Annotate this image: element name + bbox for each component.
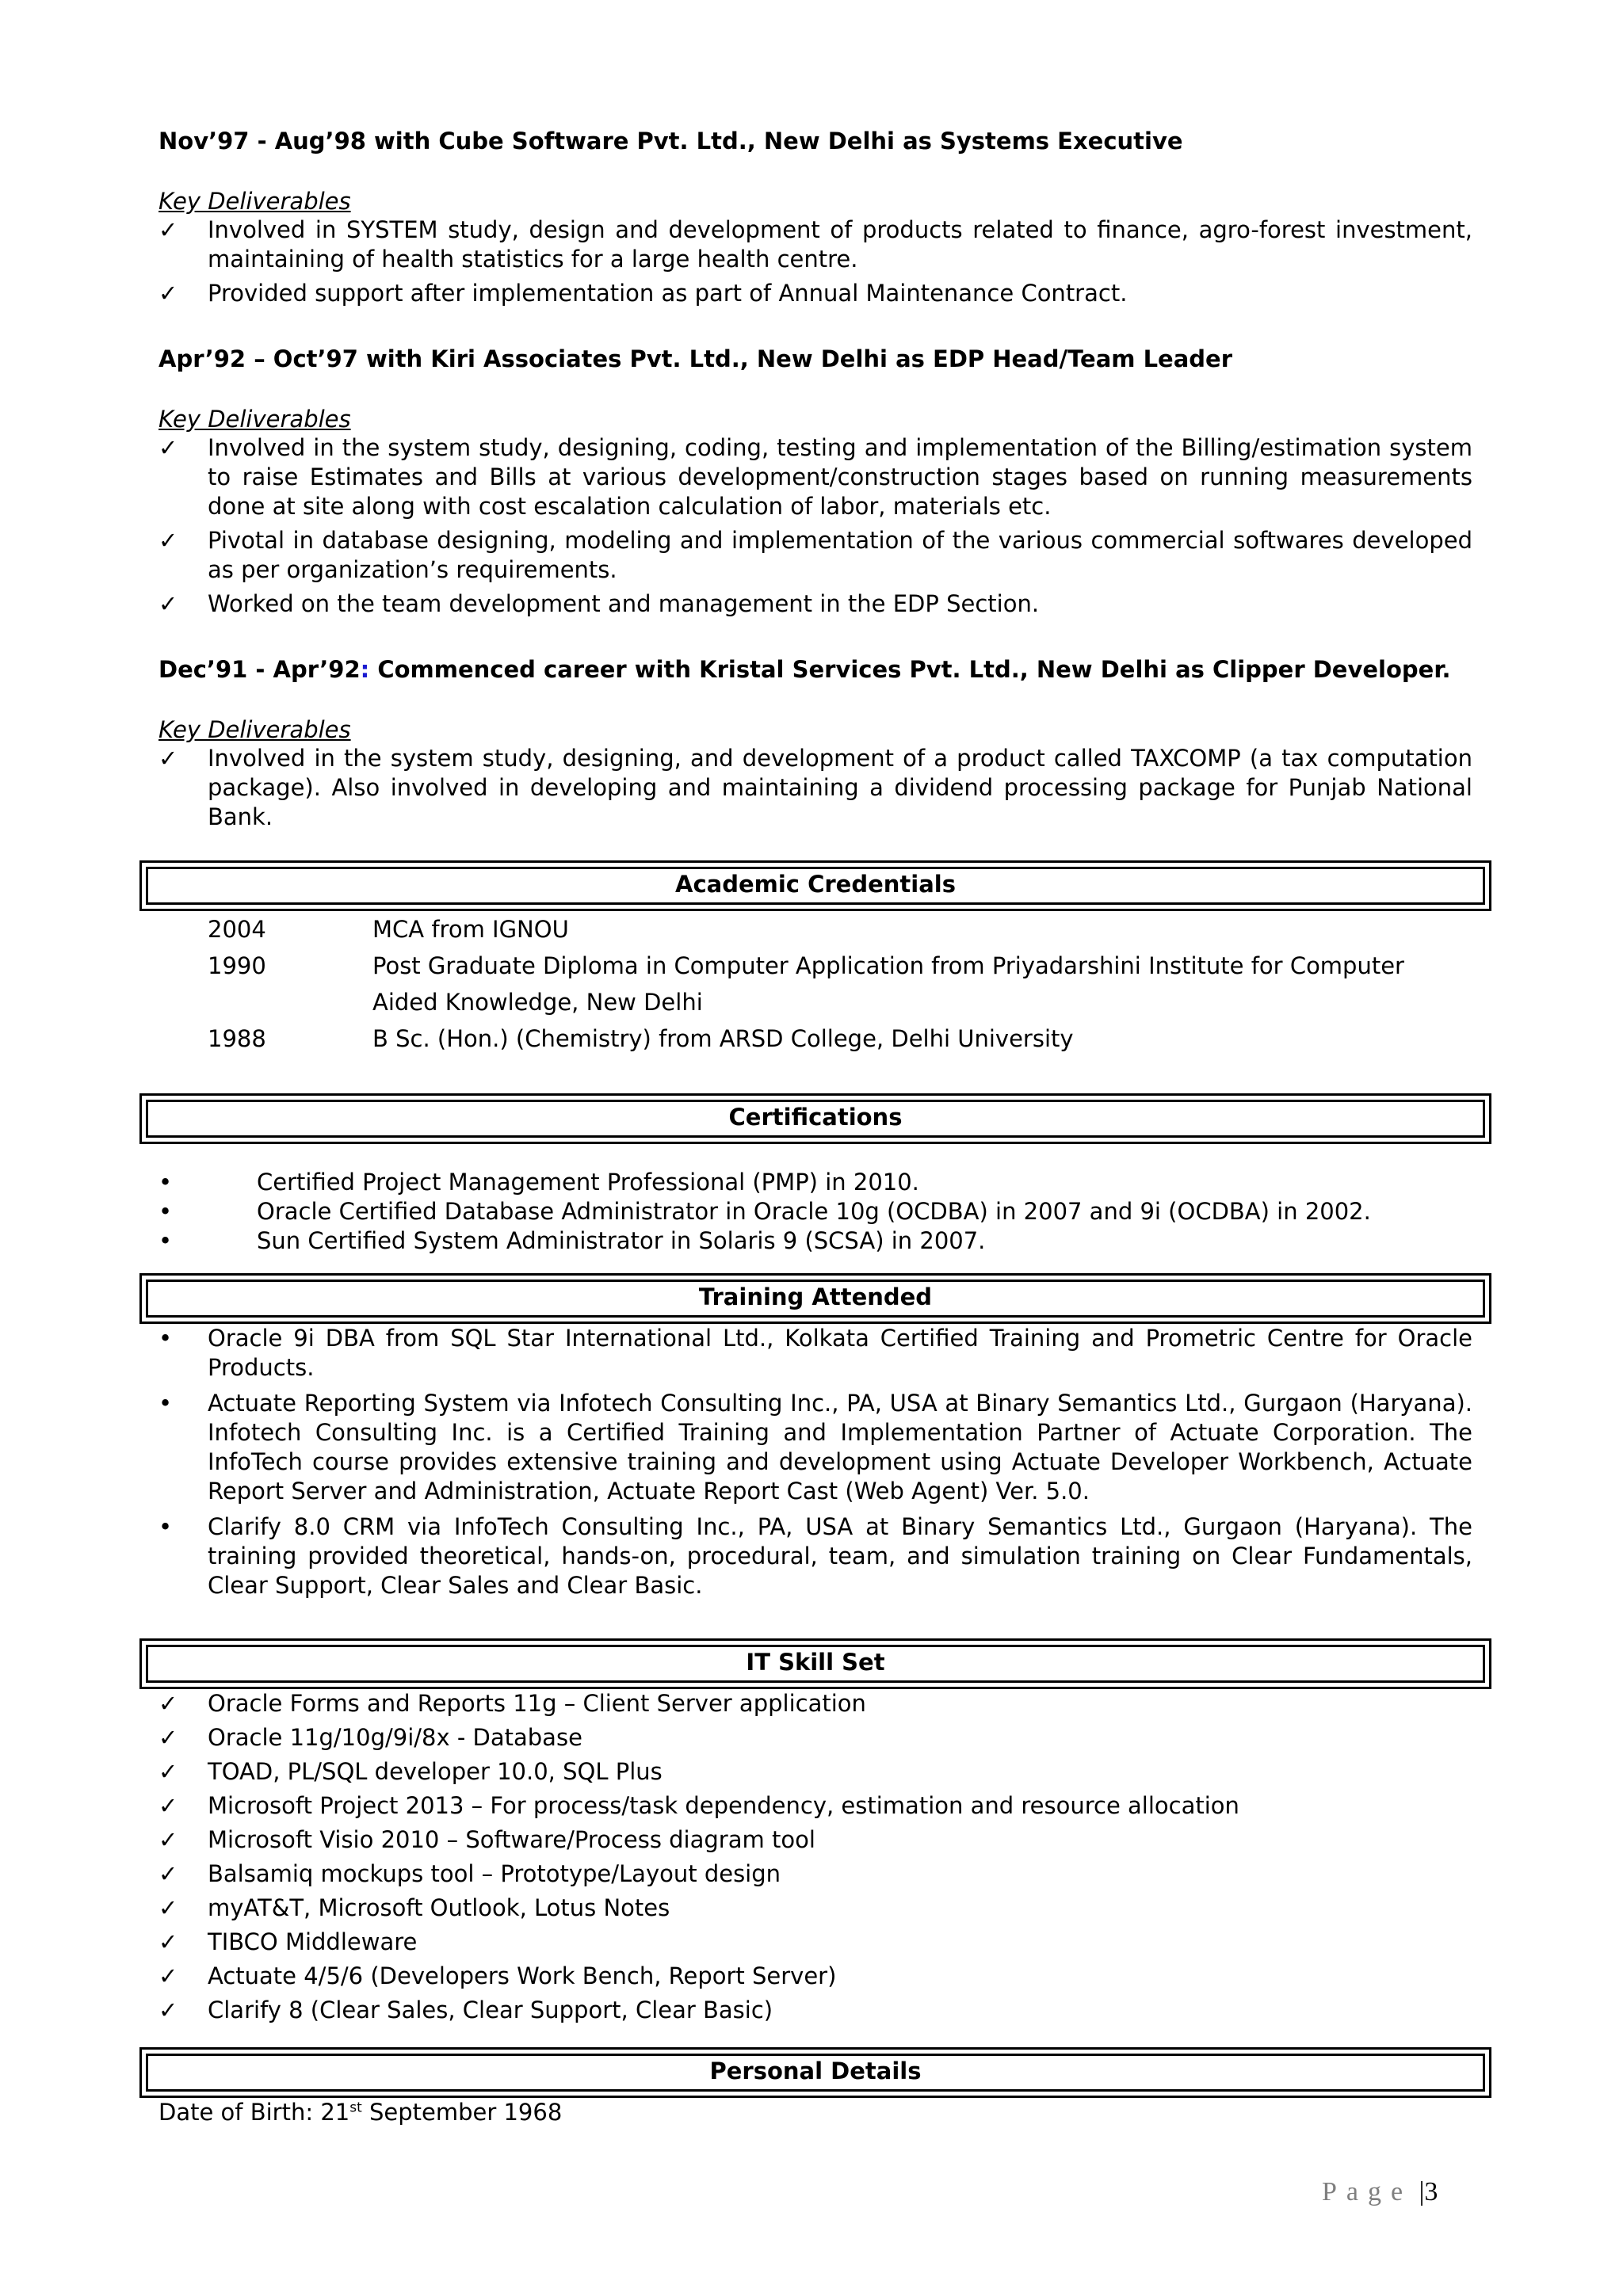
section-header-personal — [139, 2047, 1491, 2098]
key-deliverables-label: Key Deliverables — [158, 406, 351, 433]
section-heading: Certifications — [146, 1100, 1485, 1138]
section-header-academic — [139, 860, 1491, 911]
section-heading: IT Skill Set — [146, 1645, 1485, 1683]
academic-text: Post Graduate Diploma in Computer Application from Priyadarshini Institute for Computer Aided Knowledge, New Delhi — [372, 952, 1404, 1016]
academic-row — [208, 1020, 1472, 1057]
list-item: ✓ Actuate 4/5/6 (Developers Work Bench, Report Server) — [158, 1962, 837, 1989]
list-item: ✓ Involved in the system study, designing, and development of a product called TAXCOMP (a tax computation package). Also involved in developing and maintaining a dividend processing package for Punjab National Bank. — [158, 745, 1472, 830]
check-mark-icon: ✓ — [158, 745, 178, 772]
academic-list — [208, 911, 1472, 1057]
list-item: ✓ Oracle Forms and Reports 11g – Client Server application — [158, 1690, 866, 1717]
section-header-training — [139, 1273, 1491, 1324]
job-entry — [158, 127, 1472, 308]
bullet-icon: • — [158, 1390, 173, 1417]
certifications-list — [158, 1168, 1472, 1256]
list-item: ✓ Microsoft Visio 2010 – Software/Process diagram tool — [158, 1826, 815, 1853]
academic-row — [208, 911, 1472, 948]
job-title: Apr’92 – Oct’97 with Kiri Associates Pvt. Ltd., New Delhi as EDP Head/Team Leader — [158, 345, 1233, 372]
list-item: • Certified Project Management Professional (PMP) in 2010. — [158, 1169, 919, 1196]
key-deliverables-label: Key Deliverables — [158, 716, 351, 743]
bullet-icon: • — [158, 1198, 173, 1225]
key-deliverables-label: Key Deliverables — [158, 188, 351, 215]
job-entry — [158, 655, 1472, 832]
list-item: ✓ Involved in SYSTEM study, design and development of products related to finance, agro-forest investment, maintaining of health statistics for a large health centre. — [158, 216, 1472, 273]
check-mark-icon: ✓ — [158, 1690, 178, 1717]
check-mark-icon: ✓ — [158, 1860, 178, 1887]
check-mark-icon: ✓ — [158, 280, 178, 307]
check-mark-icon: ✓ — [158, 1792, 178, 1819]
list-item: ✓ Clarify 8 (Clear Sales, Clear Support, Clear Basic) — [158, 1997, 773, 2023]
bullet-icon: • — [158, 1169, 173, 1196]
academic-text: MCA from IGNOU — [372, 916, 569, 943]
skills-list — [158, 1689, 1472, 2025]
list-item: ✓ Microsoft Project 2013 – For process/task dependency, estimation and resource allocation — [158, 1792, 1239, 1819]
check-mark-icon: ✓ — [158, 590, 178, 617]
list-item: ✓ myAT&T, Microsoft Outlook, Lotus Notes — [158, 1894, 670, 1921]
academic-year: 2004 — [208, 916, 266, 943]
list-item: ✓ TIBCO Middleware — [158, 1928, 418, 1955]
check-mark-icon: ✓ — [158, 1758, 178, 1785]
section-heading: Training Attended — [146, 1280, 1485, 1318]
page-content — [158, 127, 1472, 2127]
list-item: ✓ Oracle 11g/10g/9i/8x - Database — [158, 1724, 582, 1751]
list-item: ✓ Worked on the team development and management in the EDP Section. — [158, 590, 1040, 617]
list-item: ✓ Balsamiq mockups tool – Prototype/Layout design — [158, 1860, 781, 1887]
bullet-icon: • — [158, 1325, 173, 1352]
job-entry — [158, 345, 1472, 619]
academic-text: B Sc. (Hon.) (Chemistry) from ARSD College, Delhi University — [372, 1025, 1074, 1052]
list-item: ✓ Involved in the system study, designing, coding, testing and implementation of the Billing/estimation system to raise Estimates and Bills at various development/construction stages based on running measurements done at site along with cost escalation calculation of labor, materials etc. — [158, 434, 1472, 520]
deliverables-list — [158, 215, 1472, 308]
deliverables-list — [158, 744, 1472, 832]
check-mark-icon: ✓ — [158, 1724, 178, 1751]
list-item: • Oracle 9i DBA from SQL Star International Ltd., Kolkata Certified Training and Prometric Centre for Oracle Products. — [158, 1325, 1472, 1381]
job-title: Nov’97 - Aug’98 with Cube Software Pvt. Ltd., New Delhi as Systems Executive — [158, 128, 1183, 154]
list-item: • Actuate Reporting System via Infotech Consulting Inc., PA, USA at Binary Semantics Ltd., Gurgaon (Haryana). Infotech Consulting Inc. is a Certified Training and Implementation Partner of Actuate Corporation. The InfoTech course provides extensive training and development using Actuate Developer Workbench, Actuate Report Server and Administration, Actuate Report Cast (Web Agent) Ver. 5.0. — [158, 1390, 1472, 1505]
training-list — [158, 1324, 1472, 1600]
list-item: • Sun Certified System Administrator in Solaris 9 (SCSA) in 2007. — [158, 1227, 986, 1254]
date-of-birth: Date of Birth: 21st September 1968 — [158, 2099, 563, 2126]
list-item: • Clarify 8.0 CRM via InfoTech Consulting Inc., PA, USA at Binary Semantics Ltd., Gurgaon (Haryana). The training provided theoretical, hands-on, procedural, team, and simulation training on Clear Fundamentals, Clear Support, Clear Sales and Clear Basic. — [158, 1513, 1472, 1599]
check-mark-icon: ✓ — [158, 1928, 178, 1955]
section-heading: Personal Details — [146, 2054, 1485, 2092]
job-title: Dec’91 - Apr’92: Commenced career with Kristal Services Pvt. Ltd., New Delhi as Clipper Developer. — [158, 656, 1451, 683]
list-item: ✓ TOAD, PL/SQL developer 10.0, SQL Plus — [158, 1758, 663, 1785]
page-footer — [1322, 2177, 1438, 2206]
check-mark-icon: ✓ — [158, 1894, 178, 1921]
check-mark-icon: ✓ — [158, 216, 178, 243]
list-item: ✓ Pivotal in database designing, modeling and implementation of the various commercial softwares developed as per organization’s requirements. — [158, 527, 1472, 583]
page-word: Page — [1322, 2177, 1413, 2206]
academic-year: 1988 — [208, 1025, 266, 1052]
check-mark-icon: ✓ — [158, 434, 178, 461]
academic-year: 1990 — [208, 952, 266, 979]
section-header-skills — [139, 1638, 1491, 1689]
deliverables-list — [158, 433, 1472, 619]
list-item: • Oracle Certified Database Administrator in Oracle 10g (OCDBA) in 2007 and 9i (OCDBA) in 2002. — [158, 1198, 1371, 1225]
page-separator: | — [1419, 2177, 1425, 2206]
section-header-certifications — [139, 1093, 1491, 1144]
academic-row — [208, 948, 1472, 1020]
page-number: 3 — [1424, 2177, 1438, 2206]
check-mark-icon: ✓ — [158, 1962, 178, 1989]
section-heading: Academic Credentials — [146, 867, 1485, 905]
check-mark-icon: ✓ — [158, 527, 178, 554]
check-mark-icon: ✓ — [158, 1826, 178, 1853]
bullet-icon: • — [158, 1513, 173, 1540]
check-mark-icon: ✓ — [158, 1997, 178, 2023]
list-item: ✓ Provided support after implementation as part of Annual Maintenance Contract. — [158, 280, 1128, 307]
bullet-icon: • — [158, 1227, 173, 1254]
